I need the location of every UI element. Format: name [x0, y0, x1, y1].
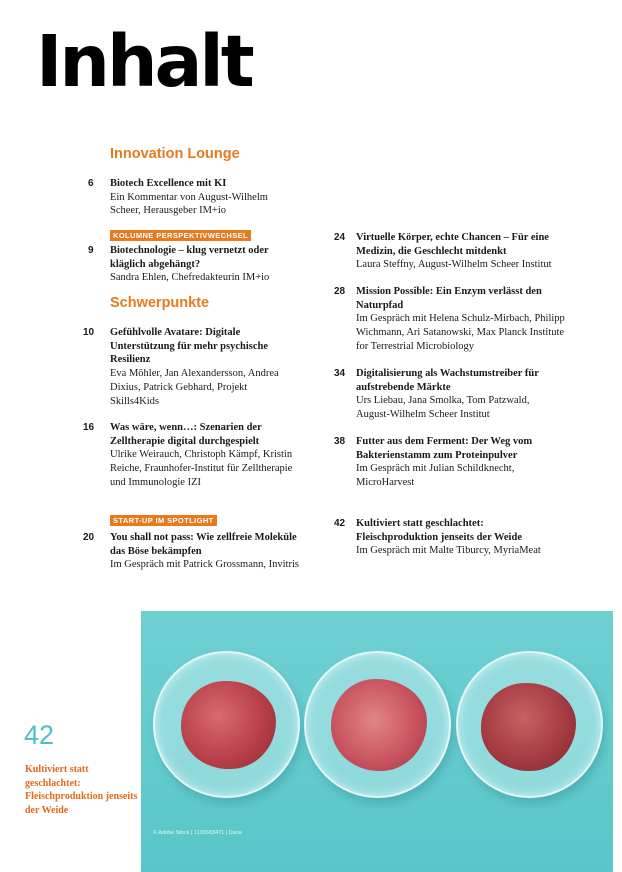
entry-headline: Biotechnologie – klug vernetzt oder kläglich abgehängt? [110, 245, 269, 270]
meat-sample [481, 683, 576, 771]
page-number: 38 [334, 436, 346, 447]
meat-sample [181, 681, 276, 769]
page-title: Inhalt [36, 20, 252, 103]
entry-description: Im Gespräch mit Helena Schulz-Mirbach, Philipp Wichmann, Ari Satanowski, Max Planck Institute for Terrestrial Microbiology [356, 313, 565, 352]
entry-description: Urs Liebau, Jana Smolka, Tom Patzwald, August-Wilhelm Scheer Institut [356, 395, 530, 421]
page-number: 6 [88, 178, 94, 189]
page-number: 16 [83, 422, 95, 433]
entry-headline: Futter aus dem Ferment: Der Weg vom Bakterienstamm zum Proteinpulver [356, 436, 533, 461]
entry-headline: You shall not pass: Wie zellfreie Moleküle das Böse bekämpfen [110, 532, 297, 557]
entry-headline: Was wäre, wenn…: Szenarien der Zelltherapie digital durchgespielt [110, 422, 262, 447]
entry-headline: Mission Possible: Ein Enzym verlässt den Naturpfad [356, 286, 542, 311]
entry-description: Sandra Ehlen, Chefredakteurin IM+io [110, 272, 270, 284]
section-heading-innovation-lounge: Innovation Lounge [110, 146, 240, 162]
entry-headline: Kultiviert statt geschlachtet: Fleischproduktion jenseits der Weide [356, 518, 522, 543]
feature-page-number: 42 [24, 720, 55, 750]
entry-description: Im Gespräch mit Malte Tiburcy, MyriaMeat [356, 545, 541, 557]
meat-sample [331, 679, 427, 771]
entry-headline: Virtuelle Körper, echte Chancen – Für eine Medizin, die Geschlecht mitdenkt [356, 232, 549, 257]
entry-headline: Digitalisierung als Wachstumstreiber für aufstrebende Märkte [356, 368, 539, 393]
entry-headline: Biotech Excellence mit KI [110, 178, 227, 189]
column-tag: KOLUMNE PERSPEKTIVWECHSEL [110, 230, 251, 241]
section-heading-schwerpunkte: Schwerpunkte [110, 295, 210, 311]
cultivated-meat-photo [141, 611, 613, 872]
entry-description: Eva Möhler, Jan Alexandersson, Andrea Dixius, Patrick Gebhard, Projekt Skills4Kids [110, 368, 279, 407]
page-number: 24 [334, 232, 346, 243]
page-number: 34 [334, 368, 346, 379]
photo-credit: © Adobe Stock | 1139683471 | Dana [153, 830, 242, 836]
page-number: 20 [83, 532, 95, 543]
entry-description: Im Gespräch mit Julian Schildknecht, MicroHarvest [356, 463, 515, 489]
entry-description: Im Gespräch mit Patrick Grossmann, Invitris [110, 559, 299, 571]
entry-description: Laura Steffny, August-Wilhelm Scheer Institut [356, 259, 552, 271]
entry-description: Ulrike Weirauch, Christoph Kämpf, Kristin Reiche, Fraunhofer-Institut für Zelltherapie und Immunologie IZI [110, 449, 293, 488]
page-number: 9 [88, 245, 94, 256]
feature-caption: Kultiviert statt geschlachtet: Fleischproduktion jenseits der Weide [25, 764, 138, 817]
page-number: 28 [334, 286, 346, 297]
entry-description: Ein Kommentar von August-Wilhelm Scheer, Herausgeber IM+io [110, 191, 268, 217]
entry-headline: Gefühlvolle Avatare: Digitale Unterstützung für mehr psychische Resilienz [110, 327, 268, 366]
page-number: 10 [83, 327, 95, 338]
page-number: 42 [334, 518, 346, 529]
column-tag: START-UP IM SPOTLIGHT [110, 515, 217, 526]
